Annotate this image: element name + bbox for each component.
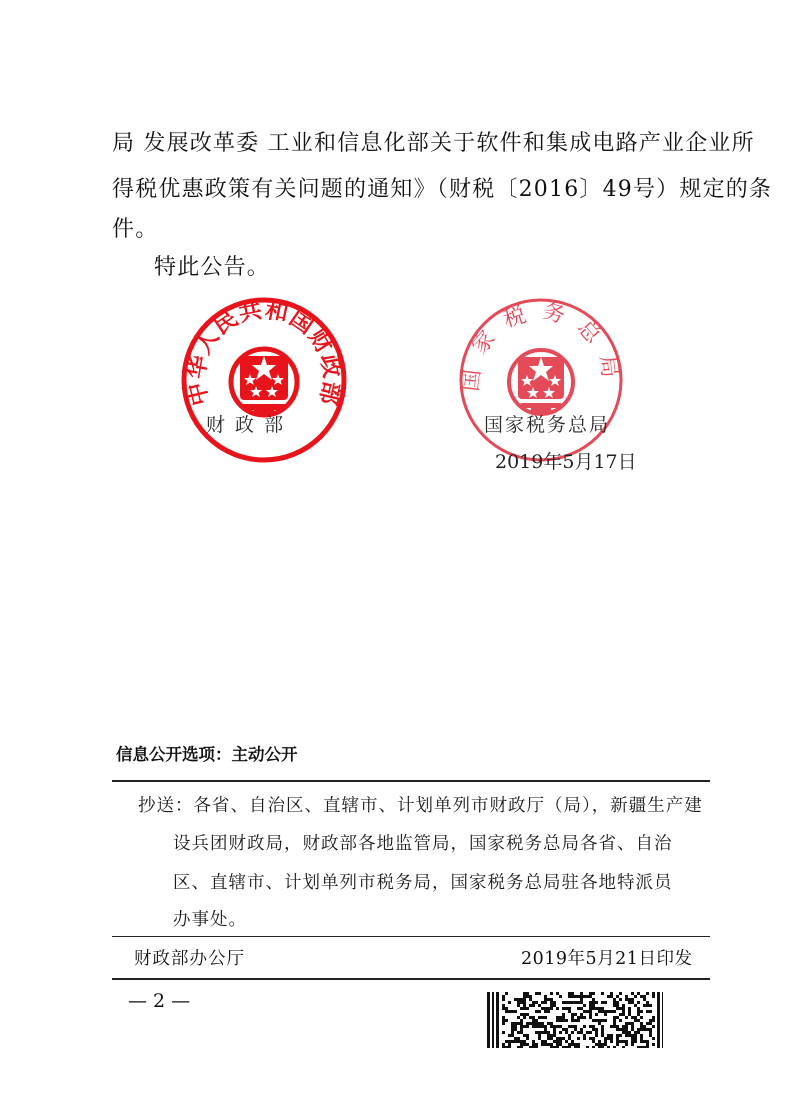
body-text-line: 局 发展改革委 工业和信息化部关于软件和集成电路产业企业所	[112, 131, 755, 156]
seal-text: 中华人民共和国财政部	[183, 297, 345, 409]
page-number: — 2 —	[128, 990, 191, 1012]
print-date: 2019年5月21日印发	[521, 949, 693, 969]
2d-barcode-icon	[487, 992, 663, 1048]
signer-state-taxation-administration: 国家税务总局	[484, 414, 611, 436]
national-emblem-icon	[509, 350, 573, 414]
divider	[112, 780, 710, 782]
body-text-line: 件。	[112, 217, 159, 242]
national-emblem-icon	[231, 349, 297, 416]
body-text-line: 得税优惠政策有关问题的通知》（财税〔2016〕49号）规定的条	[112, 177, 773, 202]
divider	[112, 978, 710, 980]
cc-line: 区、直辖市、计划单列市税务局，国家税务总局驻各地特派员	[173, 873, 673, 893]
issuing-office: 财政部办公厅	[134, 949, 245, 969]
closing-phrase: 特此公告。	[154, 255, 271, 280]
state-taxation-administration-seal	[457, 296, 625, 464]
divider	[112, 936, 710, 937]
ministry-of-finance-seal	[180, 296, 348, 464]
signer-ministry-of-finance: 财 政 部	[206, 414, 286, 436]
cc-line: 抄送：各省、自治区、直辖市、计划单列市财政厅（局），新疆生产建	[138, 796, 703, 816]
disclosure-option: 信息公开选项：主动公开	[116, 745, 298, 764]
cc-line: 设兵团财政局，财政部各地监管局，国家税务总局各省、自治	[173, 834, 673, 854]
signing-date: 2019年5月17日	[495, 451, 637, 473]
cc-line: 办事处。	[173, 910, 247, 930]
seal-text: 国家税务总局	[458, 298, 624, 393]
